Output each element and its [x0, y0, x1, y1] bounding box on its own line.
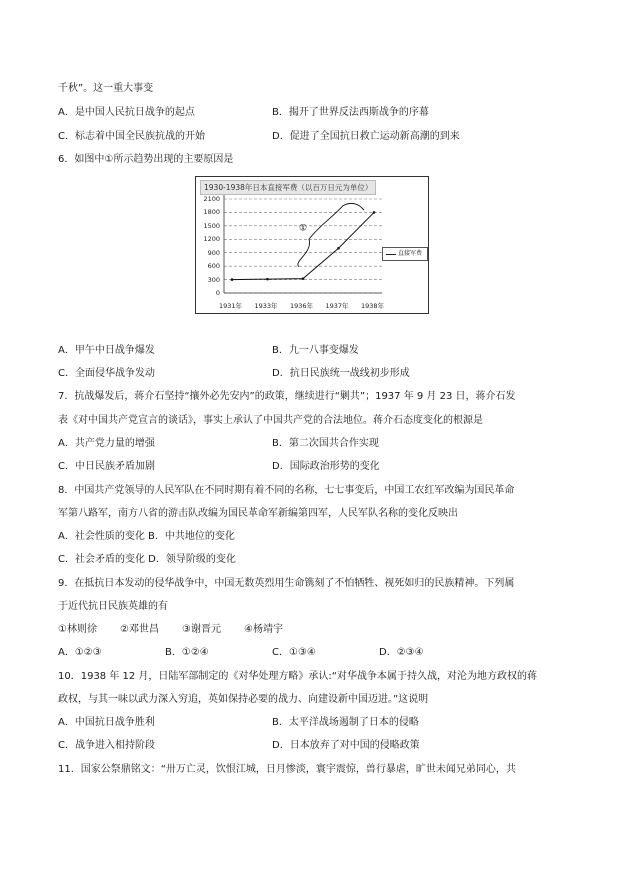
q9-option: C．①③④ [272, 647, 316, 658]
q10-option-c: C．战争进入相持阶段 [58, 740, 155, 751]
q5-option-a: A．是中国人民抗日战争的起点 [58, 107, 195, 118]
q9-item: ①林则徐 [58, 624, 97, 635]
x-tick-label: 1931年 [219, 302, 243, 310]
data-point [302, 277, 305, 280]
q9-stem-line1: 9．在抵抗日本发动的侵华战争中，中国无数英烈用生命镌刻了不怕牺牲、视死如归的民族精神。下列属 [58, 578, 515, 589]
q9-item: ④杨靖宇 [244, 624, 283, 635]
legend-swatch [386, 254, 396, 255]
data-point [337, 247, 340, 250]
q9-options [58, 646, 486, 660]
q10-option-a: A．中国抗日战争胜利 [58, 717, 155, 728]
q9-item: ②邓世昌 [120, 624, 159, 635]
q8-options-cd: C．社会矛盾的变化 D．领导阶级的变化 [58, 554, 236, 565]
x-tick-label: 1938年 [361, 302, 385, 310]
q6-option-a: A．甲午中日战争爆发 [58, 345, 155, 356]
q6-option-b: B．九一八事变爆发 [272, 345, 359, 356]
q5-option-d: D．促进了全国抗日救亡运动新高潮的到来 [272, 131, 460, 142]
y-tick-label: 300 [207, 275, 220, 284]
military-expense-chart [195, 176, 429, 314]
q6-option-c: C．全面侵华战争发动 [58, 368, 155, 379]
x-tick-label: 1937年 [325, 302, 349, 310]
q9-option: D．②③④ [379, 647, 424, 658]
y-tick-label: 2100 [203, 195, 220, 203]
q7-option-a: A．共产党力量的增强 [58, 438, 155, 449]
data-point [231, 278, 234, 281]
q8-stem-line1: 8．中国共产党领导的人民军队在不同时期有着不同的名称，七七事变后，中国工农红军改编为国民革命 [58, 485, 515, 496]
q5-option-b: B．揭开了世界反法西斯战争的序幕 [272, 107, 429, 118]
q7-stem-line1: 7．抗战爆发后，蒋介石坚持“攘外必先安内”的政策，继续进行“剿共”；1937 年 9 月 23 日，蒋介石发 [58, 391, 516, 402]
q5-stem-tail: 千秋”。这一重大事变 [58, 83, 154, 94]
q10-stem-line1: 10．1938 年 12 月，日陆军部制定的《对华处理方略》承认:“对华战争本属于持久战，对沦为地方政权的蒋 [58, 671, 537, 682]
q7-option-b: B．第二次国共合作实现 [272, 438, 379, 449]
q9-items [58, 623, 306, 637]
data-point [373, 211, 376, 214]
q6-stem: 6．如图中①所示趋势出现的主要原因是 [58, 154, 234, 165]
q6-option-d: D．抗日民族统一战线初步形成 [272, 368, 410, 379]
data-point [266, 278, 269, 281]
q11-stem-line1: 11．国家公祭鼎铭文：“卅万亡灵，饮恨江城，日月惨淡，寰宇震惊，兽行暴虐，旷世未闻兄弟同心，共 [58, 764, 516, 775]
q10-option-b: B．太平洋战场遏制了日本的侵略 [272, 717, 419, 728]
y-tick-label: 0 [215, 289, 220, 297]
y-tick-label: 600 [207, 262, 220, 271]
y-tick-label: 900 [207, 248, 220, 257]
q7-stem-line2: 表《对中国共产党宣言的谈话》，事实上承认了中国共产党的合法地位。蒋介石态度变化的根源是 [58, 415, 483, 426]
q8-options-ab: A．社会性质的变化 B．中共地位的变化 [58, 531, 235, 542]
chart-title: 1930-1938年日本直接军费（以百万日元为单位） [200, 180, 376, 195]
q8-stem-line2: 军第八路军，南方八省的游击队改编为国民革命军新编第四军，人民军队名称的变化反映出 [58, 508, 458, 519]
q9-option: A．①②③ [58, 647, 102, 658]
q9-item: ③谢晋元 [182, 624, 221, 635]
x-tick-label: 1933年 [254, 302, 278, 310]
y-tick-label: 1800 [203, 208, 220, 217]
q7-option-d: D．国际政治形势的变化 [272, 461, 380, 472]
y-tick-label: 1500 [203, 221, 220, 230]
legend-label: 直接军费 [398, 250, 423, 257]
q9-stem-line2: 于近代抗日民族英雄的有 [58, 601, 168, 612]
q10-stem-line2: 政权，与其一味以武力深入穷追，英如保持必要的战力、向建设新中国迈进。”这说明 [58, 694, 429, 705]
q9-option: B．①②④ [165, 647, 209, 658]
q7-option-c: C．中日民族矛盾加剧 [58, 461, 155, 472]
q10-option-d: D．日本放弃了对中国的侵略政策 [272, 740, 420, 751]
q5-option-c: C．标志着中国全民族抗战的开始 [58, 131, 205, 142]
x-tick-label: 1936年 [290, 302, 314, 310]
chart-plot [196, 177, 428, 313]
annotation-marker: ① [299, 223, 308, 234]
trend-curve [298, 203, 364, 266]
chart-legend [382, 247, 428, 261]
y-tick-label: 1200 [203, 235, 220, 244]
